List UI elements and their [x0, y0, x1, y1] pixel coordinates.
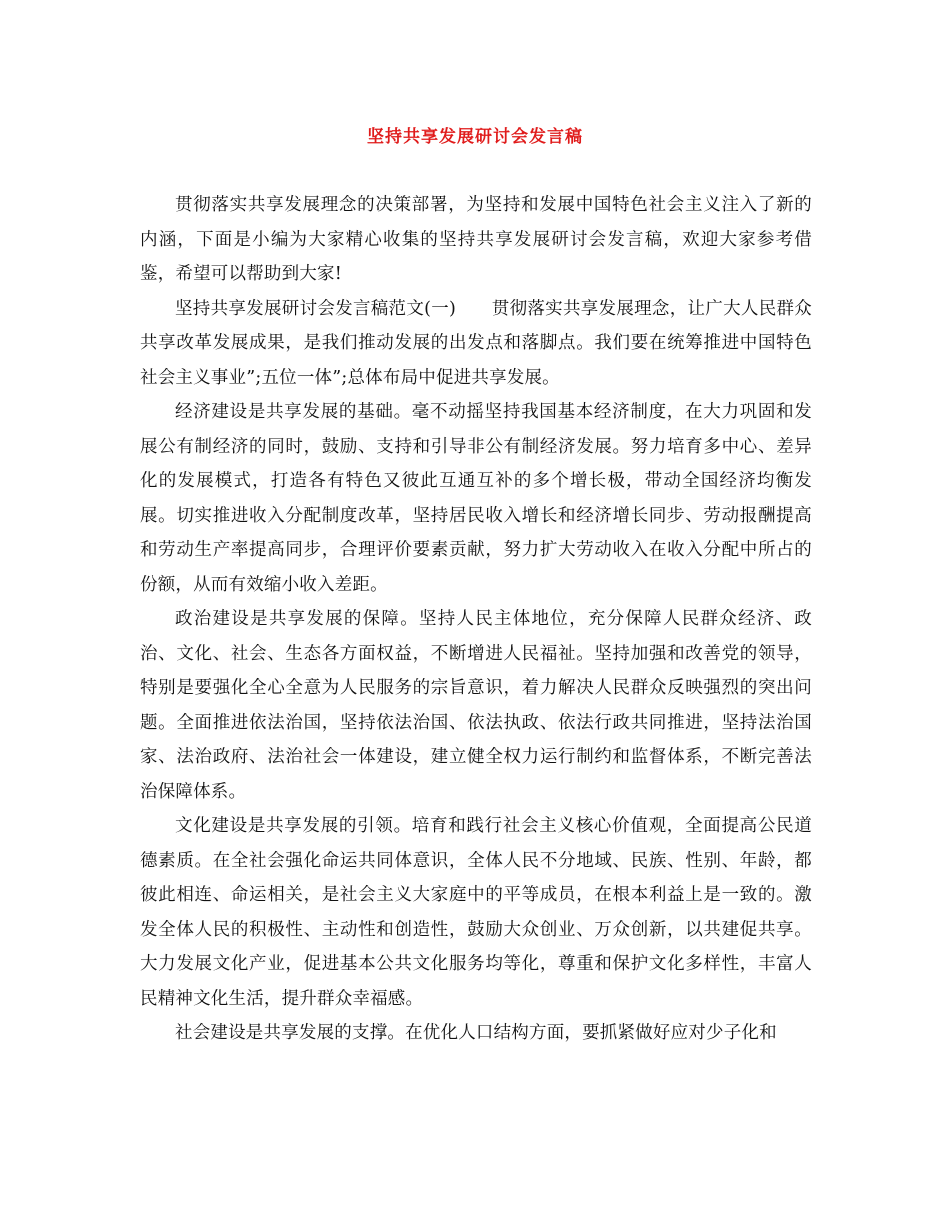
paragraph-social: 社会建设是共享发展的支撑。在优化人口结构方面，要抓紧做好应对少子化和 [175, 1023, 777, 1043]
paragraph-political: 政治建设是共享发展的保障。坚持人民主体地位，充分保障人民群众经济、政治、文化、社会、生态各方面权益，不断增进人民福祉。坚持加强和改善党的领导，特别是要强化全心全意为人民服务的宗旨意识，着力解决人民群众反映强烈的突出问题。全面推进依法治国，坚持依法治国、依法执政、依法行政共同推进，坚持法治国家、法治政府、法治社会一体建设，建立健全权力运行制约和监督体系，不断完善法治保障体系。 [140, 609, 812, 802]
paragraph-cultural: 文化建设是共享发展的引领。培育和践行社会主义核心价值观，全面提高公民道德素质。在全社会强化命运共同体意识，全体人民不分地域、民族、性别、年龄，都彼此相连、命运相关，是社会主义大家庭中的平等成员，在根本利益上是一致的。激发全体人民的积极性、主动性和创造性，鼓励大众创业、万众创新，以共建促共享。大力发展文化产业，促进基本公共文化服务均等化，尊重和保护文化多样性，丰富人民精神文化生活，提升群众幸福感。 [140, 816, 812, 1009]
paragraph-sample-one: 坚持共享发展研讨会发言稿范文(一) 贯彻落实共享发展理念，让广大人民群众共享改革发展成果，是我们推动发展的出发点和落脚点。我们要在统筹推进中国特色社会主义事业”;五位一体”;总体布局中促进共享发展。 [140, 298, 812, 388]
paragraph-intro: 贯彻落实共享发展理念的决策部署，为坚持和发展中国特色社会主义注入了新的内涵，下面是小编为大家精心收集的坚持共享发展研讨会发言稿，欢迎大家参考借鉴，希望可以帮助到大家! [140, 195, 812, 284]
document-title: 坚持共享发展研讨会发言稿 [367, 127, 583, 147]
paragraph-economic: 经济建设是共享发展的基础。毫不动摇坚持我国基本经济制度，在大力巩固和发展公有制经济的同时，鼓励、支持和引导非公有制经济发展。努力培育多中心、差异化的发展模式，打造各有特色又彼此互通互补的多个增长极，带动全国经济均衡发展。切实推进收入分配制度改革，坚持居民收入增长和经济增长同步、劳动报酬提高和劳动生产率提高同步，合理评价要素贡献，努力扩大劳动收入在收入分配中所占的份额，从而有效缩小收入差距。 [140, 402, 812, 595]
document-body [140, 188, 812, 1051]
